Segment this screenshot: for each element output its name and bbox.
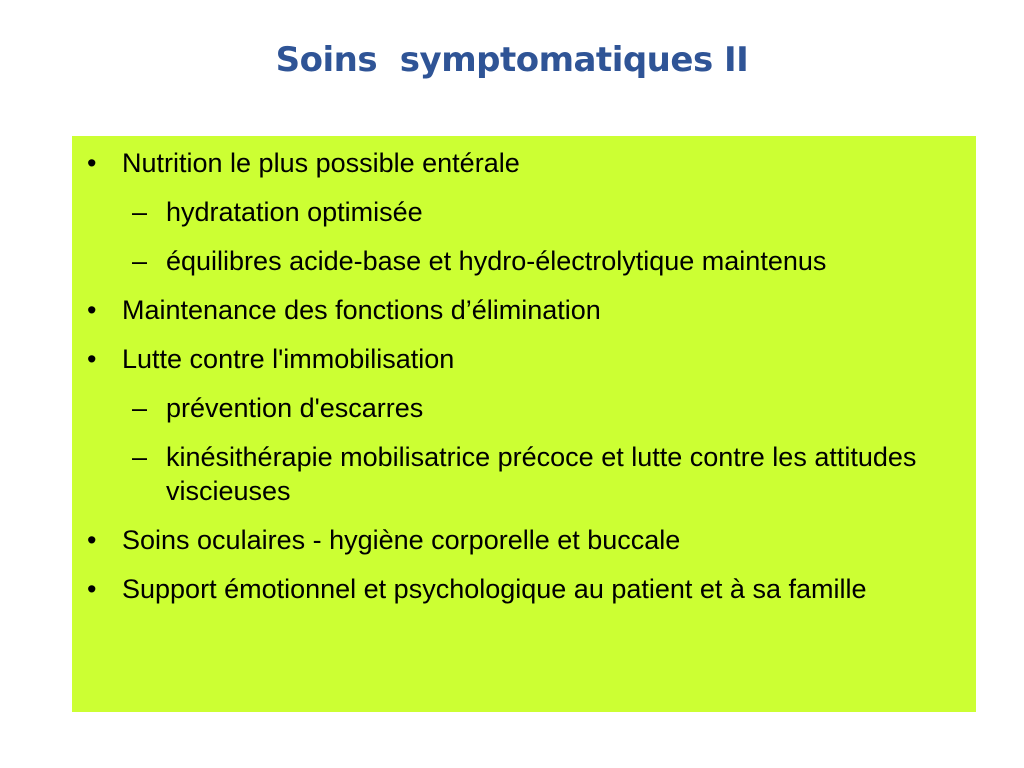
bullet-item: [82, 293, 956, 327]
slide-title: Soins symptomatiques II: [275, 40, 749, 80]
bullet-text: Lutte contre l'immobilisation: [122, 344, 455, 374]
bullet-marker: •: [87, 574, 97, 604]
bullet-marker: •: [87, 148, 97, 178]
bullet-item: [82, 523, 956, 557]
content-box: [72, 136, 976, 712]
sub-text: équilibres acide-base et hydro-électrolytique maintenus: [166, 246, 827, 276]
bullet-item: [82, 146, 956, 278]
sub-marker: –: [132, 442, 148, 472]
sub-marker: –: [132, 246, 148, 276]
sub-item: [122, 195, 956, 229]
bullet-text: Support émotionnel et psychologique au patient et à sa famille: [122, 574, 867, 604]
bullet-marker: •: [87, 295, 97, 325]
bullet-list: [82, 146, 956, 606]
bullet-marker: •: [87, 525, 97, 555]
bullet-text: Nutrition le plus possible entérale: [122, 148, 520, 178]
sub-text: kinésithérapie mobilisatrice précoce et lutte contre les attitudes viscieuses: [166, 442, 917, 506]
sub-item: [122, 440, 956, 508]
sub-text: prévention d'escarres: [166, 393, 424, 423]
bullet-text: Maintenance des fonctions d’élimination: [122, 295, 601, 325]
bullet-marker: •: [87, 344, 97, 374]
sub-text: hydratation optimisée: [166, 197, 423, 227]
sub-list: [122, 195, 956, 278]
sub-item: [122, 391, 956, 425]
bullet-text: Soins oculaires - hygiène corporelle et buccale: [122, 525, 681, 555]
sub-marker: –: [132, 393, 148, 423]
sub-item: [122, 244, 956, 278]
bullet-item: [82, 342, 956, 508]
sub-list: [122, 391, 956, 508]
sub-marker: –: [132, 197, 148, 227]
bullet-item: [82, 572, 956, 606]
